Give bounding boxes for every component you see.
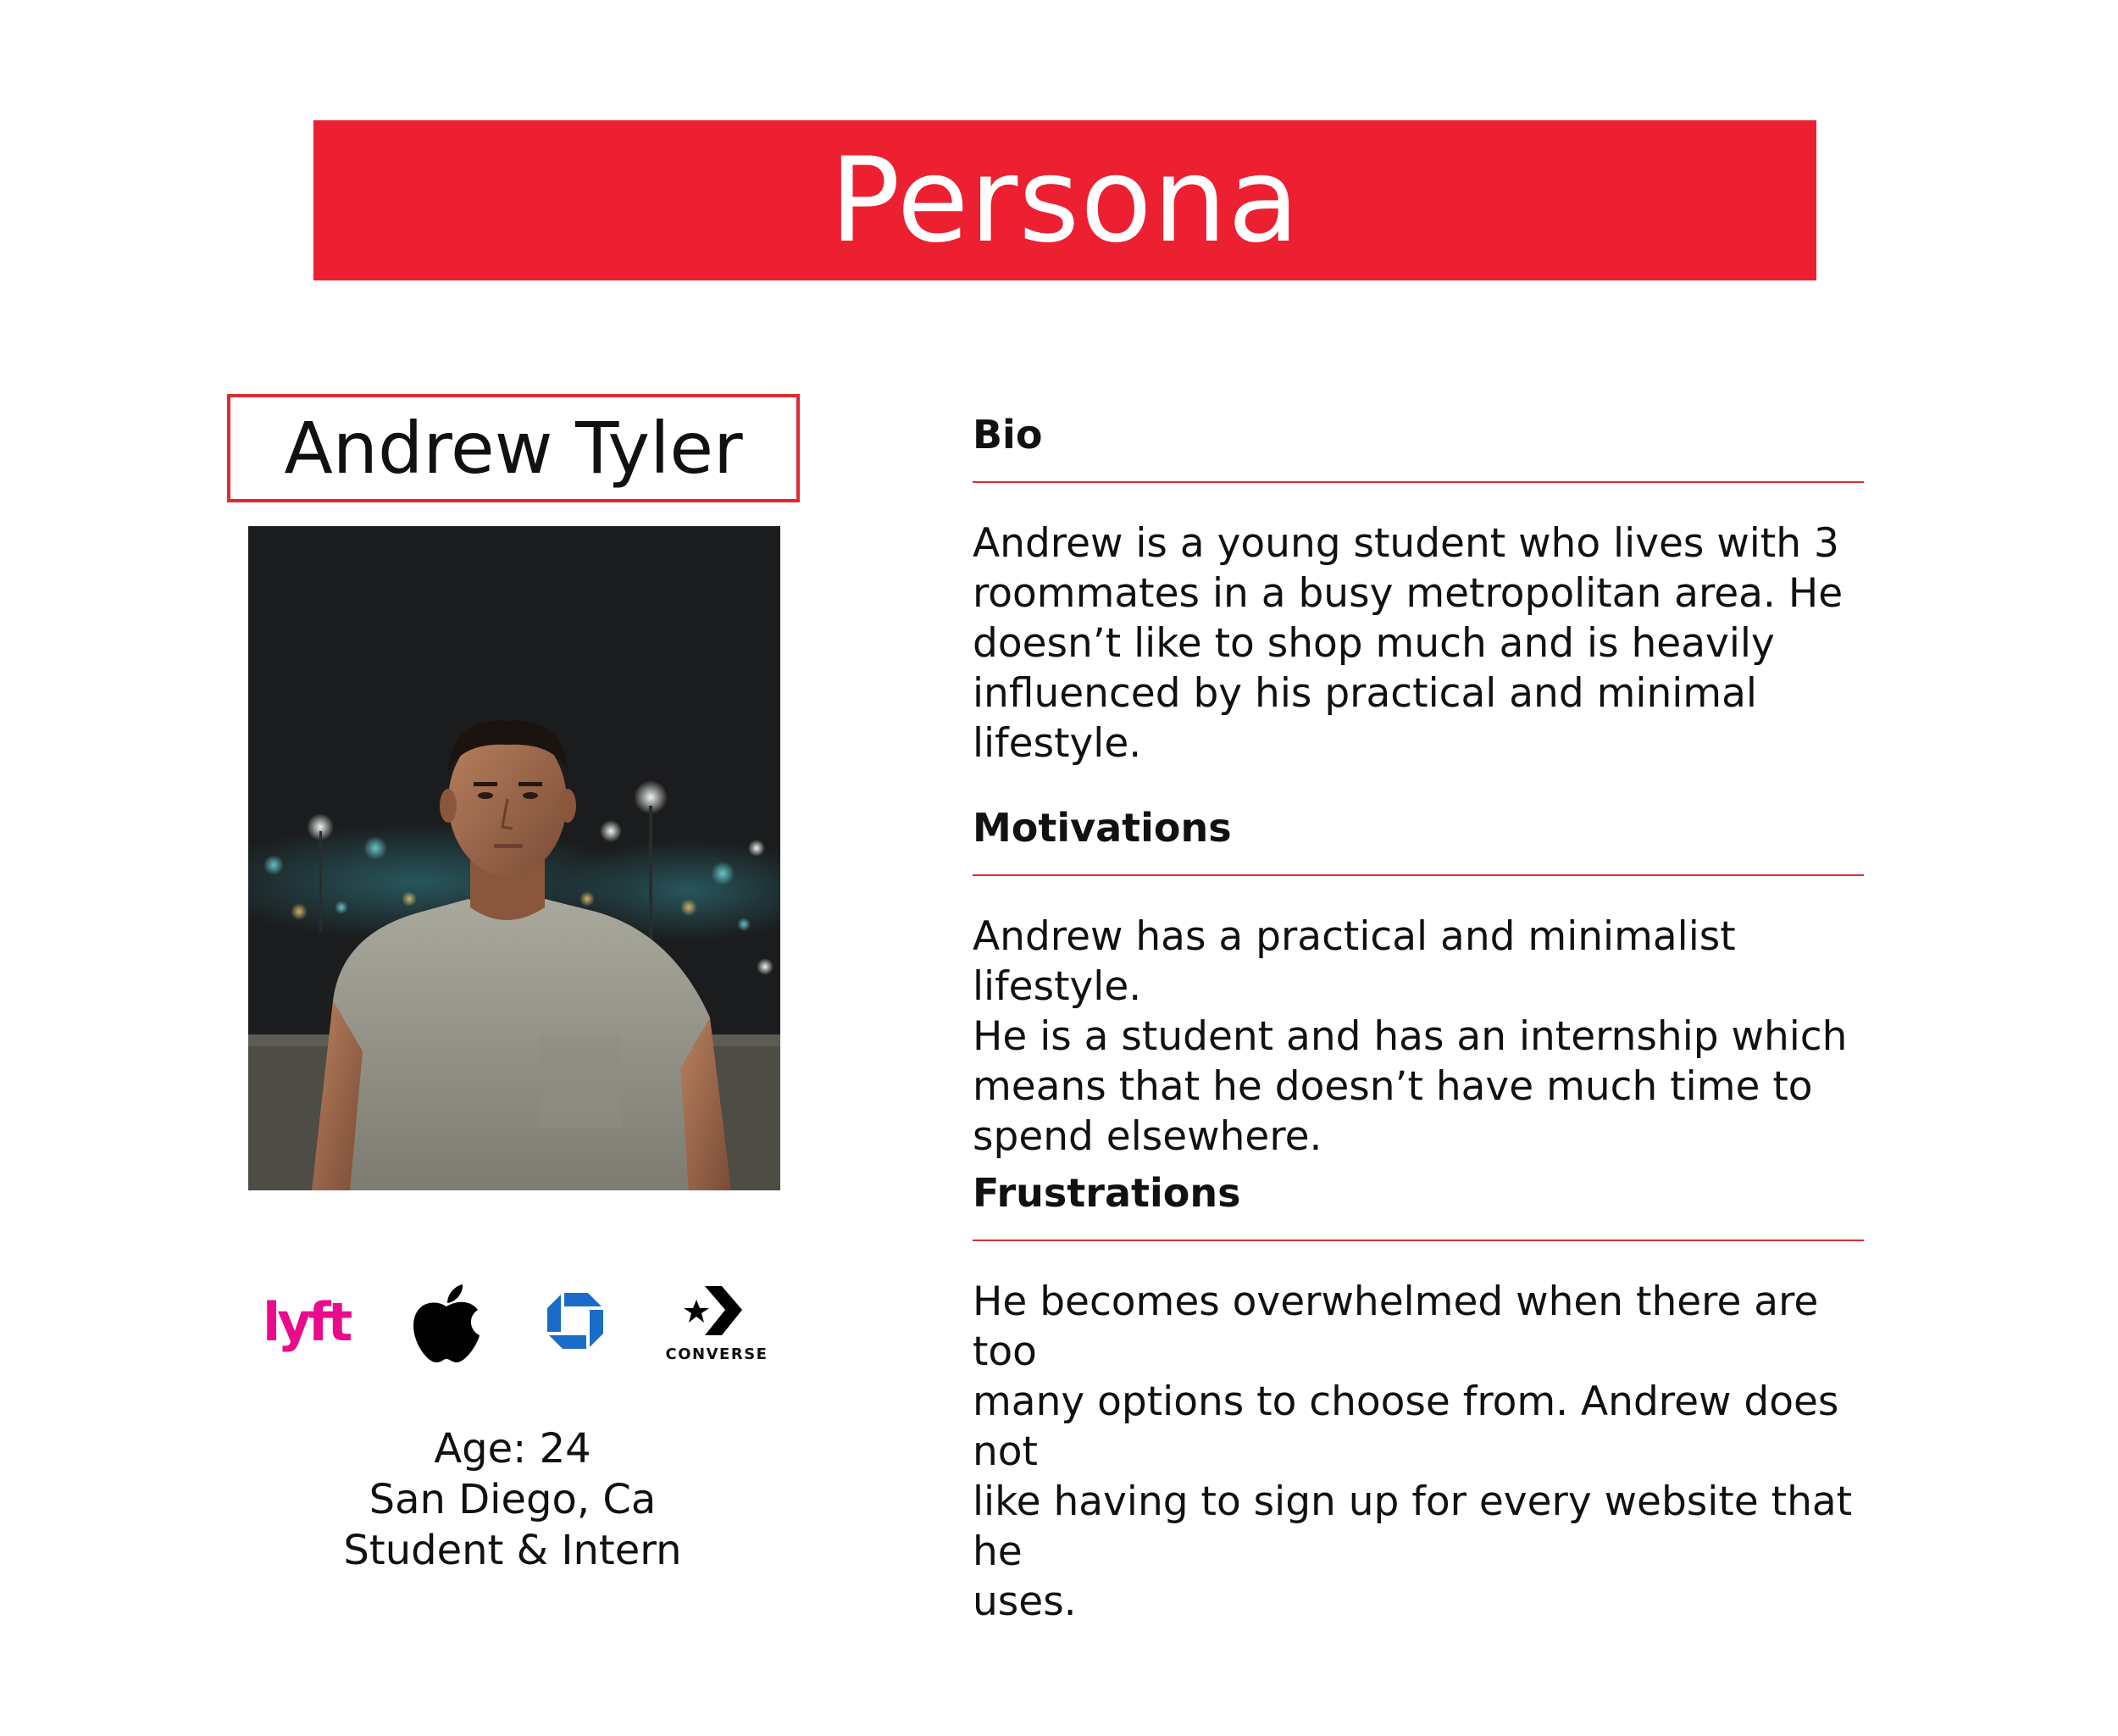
- apple-logo-icon: [408, 1279, 485, 1364]
- portrait-photo: [248, 526, 780, 1190]
- motivations-text: Andrew has a practical and minimalist lifestyle. He is a student and has an internship which means that he doesn’t have much time to spend elsewhere.: [973, 913, 1848, 1160]
- bio-divider: [973, 481, 1864, 483]
- motivations-section: [973, 805, 1864, 1162]
- frustrations-text: He becomes overwhelmed when there are too many options to choose from. Andrew does not like having to sign up for every website that he uses.: [973, 1278, 1853, 1625]
- profile-details: [258, 1423, 767, 1576]
- occupation-text: Student & Intern: [343, 1527, 682, 1574]
- frustrations-divider: [973, 1240, 1864, 1241]
- header-banner: [313, 120, 1816, 280]
- age-text: Age: 24: [434, 1425, 591, 1473]
- svg-text:lyft: lyft: [263, 1291, 350, 1353]
- converse-wordmark: CONVERSE: [665, 1345, 768, 1363]
- persona-name-box: [227, 394, 800, 502]
- brand-logos: [246, 1271, 788, 1381]
- frustrations-heading: Frustrations: [973, 1170, 1241, 1216]
- lyft-logo-icon: [263, 1290, 364, 1357]
- motivations-heading: Motivations: [973, 805, 1232, 851]
- page-title: Persona: [829, 131, 1300, 269]
- bio-section: [973, 412, 1864, 768]
- bio-text: Andrew is a young student who lives with 3 roommates in a busy metropolitan area. He doesn’t like to shop much and is heavily influenced by his practical and minimal lifestyle.: [973, 520, 1844, 767]
- persona-name: Andrew Tyler: [284, 407, 743, 490]
- frustrations-section: [973, 1170, 1864, 1627]
- location-text: San Diego, Ca: [369, 1476, 657, 1523]
- bio-heading: Bio: [973, 412, 1043, 458]
- converse-logo-icon: [657, 1283, 776, 1367]
- chase-logo-icon: [544, 1290, 607, 1352]
- motivations-divider: [973, 874, 1864, 876]
